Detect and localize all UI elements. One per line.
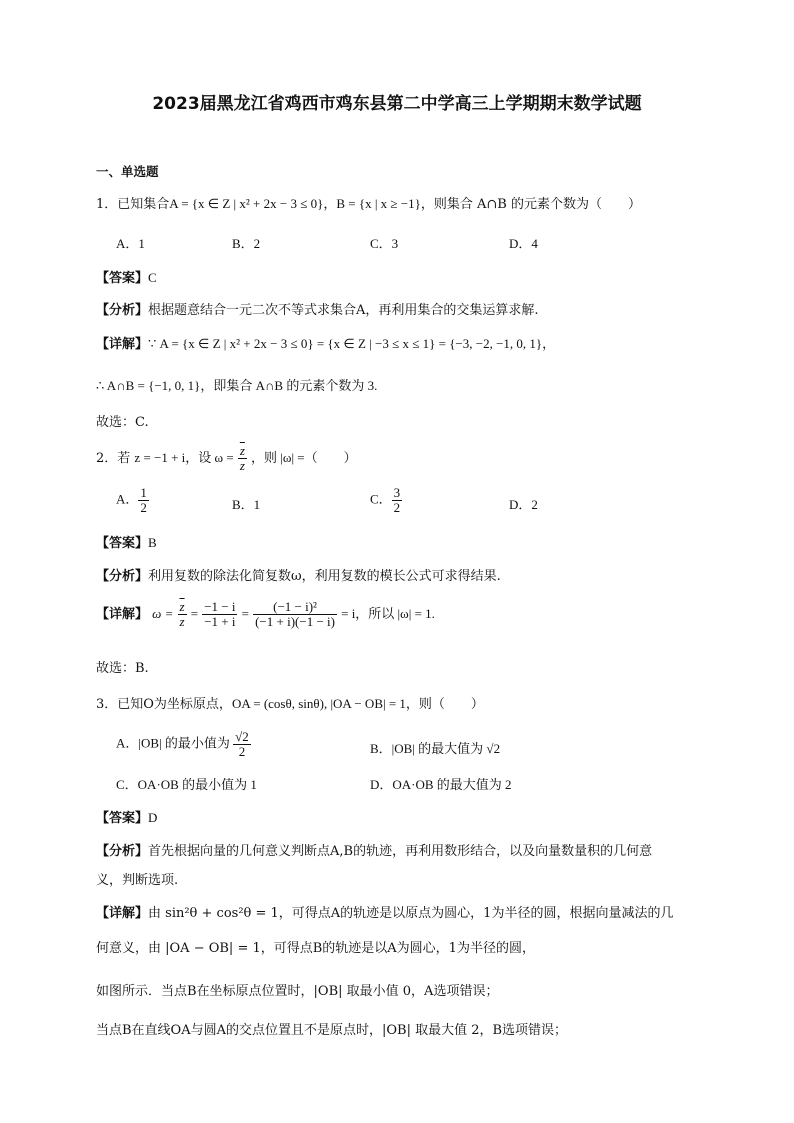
q1-option-a: A．1 <box>116 236 145 251</box>
option-a-fraction <box>138 486 149 515</box>
q1-detail-line2: ∴ A∩B = {−1, 0, 1}，即集合 A∩B 的元素个数为 3. <box>96 378 378 393</box>
analysis-tag: 【分析】 <box>96 569 149 584</box>
fraction-numerator: $\overline{z}$ <box>239 443 245 458</box>
q3-answer <box>96 807 157 826</box>
option-a-fraction <box>233 730 251 759</box>
q3-analysis-line2: 义，判断选项. <box>96 873 179 888</box>
q1-option-b: B．2 <box>232 236 261 251</box>
q3-detail-line3: 如图所示．当点B在坐标原点位置时，|OB| 取最小值 0，A选项错误； <box>96 984 499 999</box>
detail-fraction-2 <box>202 600 237 629</box>
q1-stem <box>96 193 641 212</box>
fraction-denominator: z <box>179 614 185 629</box>
fraction-numerator: −1 − i <box>204 599 236 614</box>
answer-value: C <box>148 270 157 285</box>
answer-tag: 【答案】 <box>96 271 149 286</box>
option-label: A． <box>116 491 139 507</box>
option-text: A．|OB| 的最小值为 <box>116 735 230 751</box>
q2-analysis <box>96 565 501 584</box>
q3-detail-line2: 何意义，由 |OA − OB| = 1，可得点B的轨迹是以A为圆心，1为半径的圆， <box>96 941 535 956</box>
analysis-text: 利用复数的除法化简复数ω，利用复数的模长公式可求得结果. <box>148 569 501 584</box>
q2-option-a <box>116 486 149 515</box>
q1-analysis <box>96 299 539 318</box>
q1-option-d: D．4 <box>509 236 538 251</box>
q3-detail-line4: 当点B在直线OA与圆A的交点位置且不是原点时，|OB| 取最大值 2，B选项错误； <box>96 1023 568 1038</box>
q2-answer <box>96 532 157 551</box>
detail-text-line1: 由 sin²θ + cos²θ = 1，可得点A的轨迹是以原点为圆心，1为半径的圆，根据向量减法的几 <box>148 906 674 921</box>
fraction-denominator: −1 + i <box>204 614 236 629</box>
answer-tag: 【答案】 <box>96 811 149 826</box>
q2-option-c <box>370 486 402 515</box>
q3-detail <box>96 902 673 921</box>
analysis-tag: 【分析】 <box>96 844 149 859</box>
detail-tag: 【详解】 <box>96 906 149 921</box>
q3-option-a <box>116 730 251 759</box>
fraction-denominator: 2 <box>140 500 147 515</box>
fraction-denominator: 2 <box>238 744 246 759</box>
analysis-text: 根据题意结合一元二次不等式求集合A，再利用集合的交集运算求解. <box>148 303 539 318</box>
q3-analysis <box>96 840 652 859</box>
detail-text: ∵ A = {x ∈ Z | x² + 2x − 3 ≤ 0} = {x ∈ Z | −3 ≤ x ≤ 1} = {−3, −2, −1, 0, 1}， <box>148 336 556 351</box>
q1-number: 1．已知集合 <box>96 197 170 212</box>
fraction-numerator: 1 <box>140 485 147 500</box>
q2-choice: 故选：B. <box>96 661 149 676</box>
q3-stem <box>96 693 484 712</box>
fraction-numerator: 3 <box>393 485 401 500</box>
detail-fraction-1 <box>178 600 187 629</box>
analysis-tag: 【分析】 <box>96 303 149 318</box>
fraction-numerator: $\overline{z}$ <box>179 599 185 614</box>
q1-tail: ，则集合 A∩B 的元素个数为（ ） <box>420 197 641 212</box>
q3-option-b: B．|OB| 的最大值为 √2 <box>370 741 501 756</box>
fraction-numerator: √2 <box>235 729 249 744</box>
q1-detail <box>96 333 555 352</box>
answer-value: B <box>148 535 157 550</box>
detail-rhs: = i，所以 |ω| = 1. <box>341 606 435 621</box>
q2-stem <box>96 444 357 473</box>
detail-tag: 【详解】 <box>96 337 149 352</box>
q1-set-b: ，B = {x | x ≥ −1} <box>323 196 421 211</box>
page-title: 2023届黑龙江省鸡西市鸡东县第二中学高三上学期期末数学试题 <box>152 94 642 114</box>
fraction-denominator: z <box>239 458 245 473</box>
q2-option-d: D．2 <box>509 497 538 512</box>
q3-option-c: C．OA·OB 的最小值为 1 <box>116 777 257 792</box>
q2-fraction <box>238 444 247 473</box>
option-c-fraction <box>392 486 403 515</box>
fraction-denominator: 2 <box>393 500 401 515</box>
q3-number: 3．已知O为坐标原点， <box>96 697 232 712</box>
q1-set-a: A = {x ∈ Z | x² + 2x − 3 ≤ 0} <box>169 196 324 211</box>
q1-answer <box>96 267 157 286</box>
fraction-numerator: (−1 − i)² <box>253 600 337 615</box>
answer-tag: 【答案】 <box>96 536 149 551</box>
q1-option-c: C．3 <box>370 236 399 251</box>
analysis-text-line1: 首先根据向量的几何意义判断点A,B的轨迹，再利用数形结合，以及向量数量积的几何意 <box>148 844 653 859</box>
q2-detail: 【详解】 ω = $\frac{\overline{z}}{z}$ = $\frac{-1 - i}{-1 + i}$ = $\frac{\text{(−1 − i)²}}{(-1 + i)(-1 - i)}$ = i，所以 |ω| = 1. <box>96 599 435 629</box>
q2-tail: ，则 |ω| =（ ） <box>251 450 357 465</box>
detail-fraction-3 <box>253 600 337 629</box>
q2-option-b: B．1 <box>232 497 261 512</box>
q2-number: 2．若 <box>96 451 131 466</box>
detail-tag: 【详解】 <box>96 607 149 622</box>
fraction-denominator: (−1 + i)(−1 − i) <box>255 614 335 629</box>
q3-stem-text: OA = (cosθ, sinθ), |OA − OB| = 1，则（ ） <box>231 696 484 711</box>
section-heading: 一、单选题 <box>96 164 159 179</box>
q3-option-d: D．OA·OB 的最大值为 2 <box>370 777 512 792</box>
q1-choice: 故选：C. <box>96 415 149 430</box>
q2-stem-text: z = −1 + i，设 ω = <box>134 450 234 465</box>
option-label: C． <box>370 491 392 507</box>
detail-lhs: ω = <box>152 606 174 621</box>
answer-value: D <box>148 810 158 825</box>
